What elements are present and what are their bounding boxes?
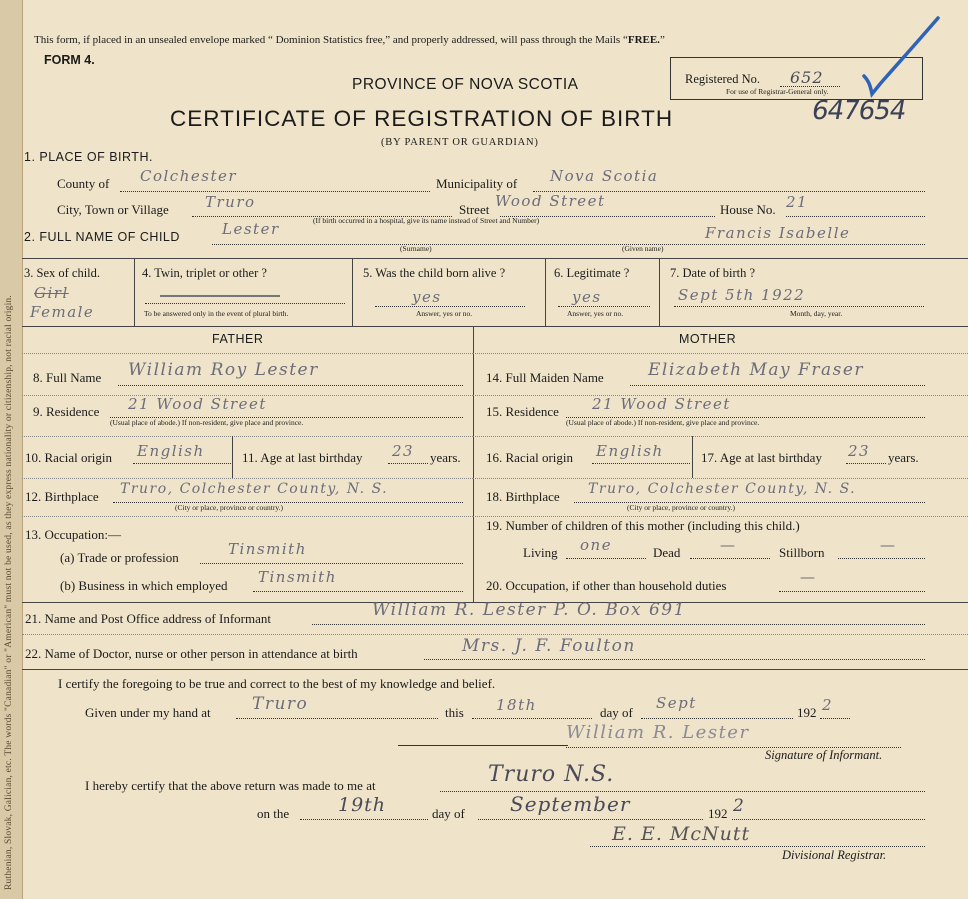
province-heading: PROVINCE OF NOVA SCOTIA	[352, 76, 579, 93]
father-trade-value: Tinsmith	[228, 540, 307, 558]
dead-line	[690, 558, 770, 559]
father-age-value: 23	[392, 442, 415, 460]
father-heading: FATHER	[212, 332, 264, 346]
mother-age-label: 17. Age at last birthday	[701, 450, 822, 465]
month-value: Sept	[656, 694, 697, 712]
father-birthplace-note: (City or place, province or country.)	[175, 503, 284, 512]
doctor-label: 22. Name of Doctor, nurse or other person in attendance at birth	[25, 646, 358, 661]
father-rule-3	[22, 478, 473, 479]
mother-rule-2	[473, 436, 968, 437]
house-number-label: House No.	[720, 202, 776, 217]
father-racial-value: English	[137, 442, 205, 460]
mother-residence-note: (Usual place of abode.) If non-resident, give place and province.	[566, 418, 760, 427]
father-age-divider	[232, 436, 233, 478]
postage-notice-free: FREE.	[627, 34, 660, 46]
informant-signature: William R. Lester	[566, 722, 750, 743]
dob-label: 7. Date of birth ?	[670, 266, 756, 280]
father-racial-label: 10. Racial origin	[25, 450, 113, 465]
certificate-subtitle: (BY PARENT OR GUARDIAN)	[381, 137, 539, 148]
father-age-label: 11. Age at last birthday	[242, 450, 363, 465]
twin-note: To be answered only in the event of plural birth.	[144, 309, 289, 318]
father-racial-line	[133, 463, 231, 464]
day-of-label: day of	[600, 705, 633, 720]
mother-rule-4	[473, 516, 968, 517]
legitimate-label: 6. Legitimate ?	[554, 266, 630, 280]
father-birthplace-value: Truro, Colchester County, N. S.	[120, 481, 389, 497]
alive-value: yes	[412, 288, 442, 306]
father-name-line	[118, 385, 463, 386]
legitimate-note: Answer, yes or no.	[567, 309, 624, 318]
year-prefix: 192	[797, 705, 817, 720]
row3-divider-3	[545, 258, 546, 326]
twin-line	[145, 303, 345, 304]
municipality-label: Municipality of	[436, 176, 518, 191]
father-residence-note: (Usual place of abode.) If non-resident, give place and province.	[110, 418, 304, 427]
sex-value: Female	[30, 303, 95, 321]
street-label: Street	[459, 202, 490, 217]
registrar-year-value: 2	[733, 796, 745, 816]
alive-label: 5. Was the child born alive ?	[363, 266, 506, 280]
left-binding-edge	[0, 0, 23, 899]
month-line	[641, 718, 793, 719]
city-label: City, Town or Village	[57, 202, 169, 217]
informant-label: 21. Name and Post Office address of Informant	[25, 611, 271, 626]
registrar-year-line	[732, 819, 925, 820]
child-name-line	[212, 244, 925, 245]
on-the-label: on the	[257, 806, 290, 821]
blue-check-mark-icon	[850, 14, 945, 99]
registrar-month-line	[478, 819, 703, 820]
father-heading-rule	[22, 353, 473, 354]
this-value: 18th	[496, 696, 537, 714]
this-label: this	[445, 705, 464, 720]
mother-age-line	[846, 463, 886, 464]
given-place-line	[236, 718, 438, 719]
father-birthplace-line	[113, 502, 463, 503]
father-years-label: years.	[430, 450, 461, 465]
stamped-certificate-number: 647654	[809, 96, 908, 126]
father-name-value: William Roy Lester	[128, 360, 319, 380]
row3-bottom-rule	[22, 326, 968, 327]
mother-occupation-value: —	[800, 568, 817, 586]
mother-birthplace-label: 18. Birthplace	[486, 489, 560, 504]
registrar-caption: Divisional Registrar.	[782, 848, 887, 862]
postage-notice	[34, 34, 665, 46]
form-number: FORM 4.	[44, 53, 95, 67]
registrar-signature-line	[590, 846, 925, 847]
doctor-value: Mrs. J. F. Foulton	[462, 636, 636, 656]
stillborn-value: —	[880, 536, 897, 554]
father-occupation-label: 13. Occupation:—	[25, 527, 122, 542]
mother-years-label: years.	[888, 450, 919, 465]
municipality-value: Nova Scotia	[550, 167, 659, 185]
father-residence-label: 9. Residence	[33, 404, 100, 419]
mother-birthplace-note: (City or place, province or country.)	[627, 503, 736, 512]
registered-value: 652	[790, 68, 824, 87]
registered-label: Registered No.	[685, 72, 760, 86]
row3-divider-4	[659, 258, 660, 326]
informant-rule	[22, 634, 968, 635]
mother-racial-label: 16. Racial origin	[486, 450, 574, 465]
county-value: Colchester	[140, 167, 238, 185]
father-rule-2	[22, 436, 473, 437]
alive-note: Answer, yes or no.	[416, 309, 473, 318]
doctor-line	[424, 659, 925, 660]
mother-occupation-label: 20. Occupation, if other than household duties	[486, 578, 727, 593]
child-name-label: 2. FULL NAME OF CHILD	[24, 230, 180, 244]
registrar-place-value: Truro N.S.	[488, 762, 615, 787]
dead-value: —	[720, 536, 737, 554]
sex-label: 3. Sex of child.	[24, 266, 101, 280]
postage-notice-end: ”	[659, 34, 665, 46]
registrar-day-of-label: day of	[432, 806, 465, 821]
street-note: (If birth occurred in a hospital, give its name instead of Street and Number)	[313, 216, 540, 225]
legitimate-value: yes	[572, 288, 602, 306]
father-residence-value: 21 Wood Street	[128, 395, 267, 413]
registrar-day-value: 19th	[338, 794, 387, 816]
mother-racial-value: English	[596, 442, 664, 460]
father-business-value: Tinsmith	[258, 568, 337, 586]
certify-text: I certify the foregoing to be true and correct to the best of my knowledge and belief.	[58, 676, 496, 691]
county-label: County of	[57, 176, 110, 191]
informant-value: William R. Lester P. O. Box 691	[372, 600, 686, 620]
year-line	[820, 718, 850, 719]
street-value: Wood Street	[495, 192, 606, 210]
city-value: Truro	[205, 193, 256, 211]
father-trade-label: (a) Trade or profession	[60, 550, 179, 565]
house-number-value: 21	[786, 193, 809, 211]
living-label: Living	[523, 545, 558, 560]
twin-label: 4. Twin, triplet or other ?	[142, 266, 267, 280]
father-name-label: 8. Full Name	[33, 370, 102, 385]
mother-rule-3	[473, 478, 968, 479]
certificate-title: CERTIFICATE OF REGISTRATION OF BIRTH	[170, 106, 674, 131]
mother-age-value: 23	[848, 442, 871, 460]
legitimate-line	[558, 306, 650, 307]
living-value: one	[580, 536, 613, 554]
row3-top-rule	[22, 258, 968, 259]
father-age-line	[388, 463, 428, 464]
edge-instruction-text: Ruthenian, Slovak, Galician, etc. The words "Canadian" or "American" must not be used, as they express nationality or citizenship, not racial origin.	[4, 295, 14, 890]
child-given-name-value: Francis Isabelle	[705, 224, 851, 242]
father-business-label: (b) Business in which employed	[60, 578, 228, 593]
mother-residence-value: 21 Wood Street	[592, 395, 731, 413]
surname-caption: (Surname)	[400, 244, 432, 253]
postage-notice-text: This form, if placed in an unsealed envelope marked “ Dominion Statistics free,” and properly addressed, will pass through the Mails “	[34, 34, 628, 46]
parents-divider	[473, 326, 474, 602]
mother-age-divider	[692, 436, 693, 478]
mother-heading: MOTHER	[679, 332, 737, 346]
registrar-day-line	[300, 819, 428, 820]
mother-birthplace-value: Truro, Colchester County, N. S.	[588, 481, 857, 497]
given-place-value: Truro	[252, 694, 309, 714]
mother-occupation-line	[779, 591, 925, 592]
registrar-year-prefix: 192	[708, 806, 728, 821]
informant-line	[312, 624, 925, 625]
informant-signature-caption: Signature of Informant.	[765, 748, 883, 762]
mother-children-label: 19. Number of children of this mother (including this child.)	[486, 518, 800, 533]
father-business-line	[253, 591, 463, 592]
dob-note: Month, day, year.	[790, 309, 843, 318]
mother-name-value: Elizabeth May Fraser	[648, 360, 865, 380]
sex-struck-value: Girl	[34, 284, 69, 302]
house-number-line	[786, 216, 925, 217]
left-short-rule	[398, 745, 568, 746]
given-name-caption: (Given name)	[622, 244, 664, 253]
alive-line	[375, 306, 525, 307]
row3-divider-1	[134, 258, 135, 326]
mother-heading-rule	[473, 353, 968, 354]
dead-label: Dead	[653, 545, 681, 560]
mother-name-line	[630, 385, 925, 386]
dob-value: Sept 5th 1922	[678, 286, 806, 304]
dob-line	[674, 306, 924, 307]
mother-residence-label: 15. Residence	[486, 404, 559, 419]
mother-racial-line	[592, 463, 690, 464]
father-trade-line	[200, 563, 463, 564]
mother-name-label: 14. Full Maiden Name	[486, 370, 604, 385]
stillborn-label: Stillborn	[779, 545, 825, 560]
place-of-birth-label: 1. PLACE OF BIRTH.	[24, 150, 153, 164]
registrar-text: I hereby certify that the above return was made to me at	[85, 778, 376, 793]
father-rule-4	[22, 516, 473, 517]
child-surname-value: Lester	[222, 220, 280, 238]
registrar-month-value: September	[510, 792, 631, 816]
registered-note: For use of Registrar-General only.	[726, 87, 829, 96]
stillborn-line	[838, 558, 925, 559]
father-birthplace-label: 12. Birthplace	[25, 489, 99, 504]
this-line	[472, 718, 592, 719]
year-value: 2	[822, 696, 834, 714]
row3-divider-2	[352, 258, 353, 326]
living-line	[566, 558, 646, 559]
given-under-label: Given under my hand at	[85, 705, 211, 720]
doctor-rule	[22, 669, 968, 670]
county-line	[120, 191, 430, 192]
registrar-signature: E. E. McNutt	[612, 823, 751, 845]
twin-dash	[160, 295, 280, 297]
